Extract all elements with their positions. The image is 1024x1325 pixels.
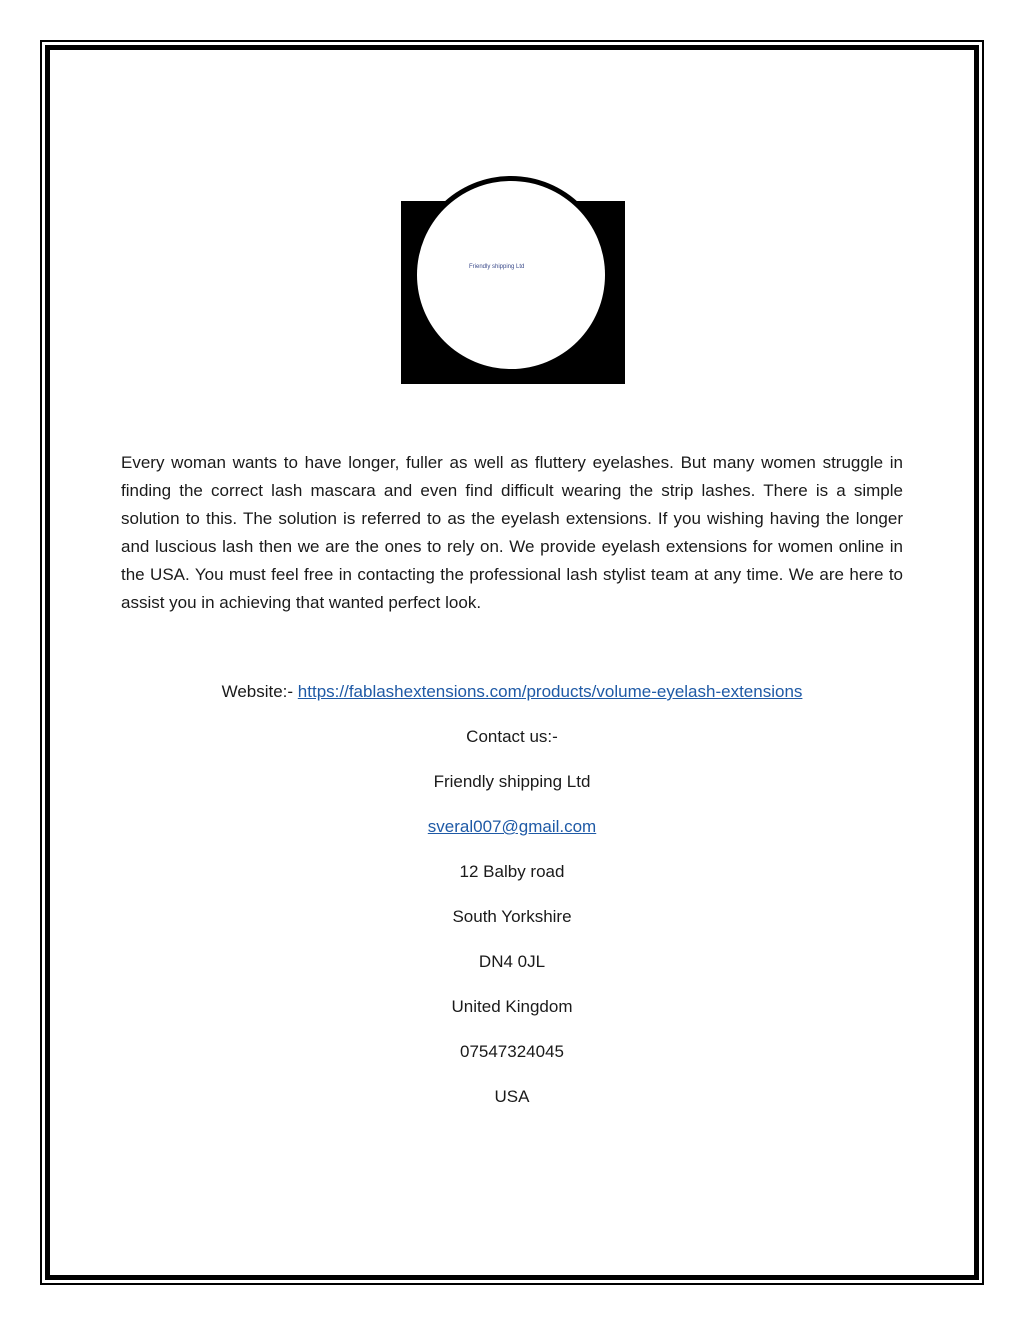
address-line: 12 Balby road: [459, 862, 565, 881]
company-logo: [401, 176, 625, 384]
company-name: Friendly shipping Ltd: [433, 772, 591, 791]
logo-circle-inner: [417, 181, 605, 369]
website-link[interactable]: https://fablashextensions.com/products/volume-eyelash-extensions: [297, 682, 803, 701]
postcode-line: DN4 0JL: [478, 952, 546, 971]
website-label: Website:-: [221, 682, 298, 701]
phone-line: 07547324045: [459, 1042, 564, 1061]
logo-circle: [412, 176, 610, 374]
logo-text: Friendly shipping Ltd: [469, 264, 525, 270]
region-line: South Yorkshire: [452, 907, 572, 926]
country-line: United Kingdom: [451, 997, 573, 1016]
website-line: [0, 681, 1024, 703]
email-line: [0, 816, 1024, 838]
contact-heading: Contact us:-: [466, 727, 558, 746]
market-line: USA: [494, 1087, 530, 1106]
email-link[interactable]: sveral007@gmail.com: [427, 817, 597, 836]
intro-paragraph: Every woman wants to have longer, fuller as well as fluttery eyelashes. But many women struggle in finding the correct lash mascara and even find difficult wearing the strip lashes. There is a simple solution to this. The solution is referred to as the eyelash extensions. If you wishing having the longer and luscious lash then we are the ones to rely on. We provide eyelash extensions for women online in the USA. You must feel free in contacting the professional lash stylist team at any time. We are here to assist you in achieving that wanted perfect look.: [121, 453, 903, 612]
